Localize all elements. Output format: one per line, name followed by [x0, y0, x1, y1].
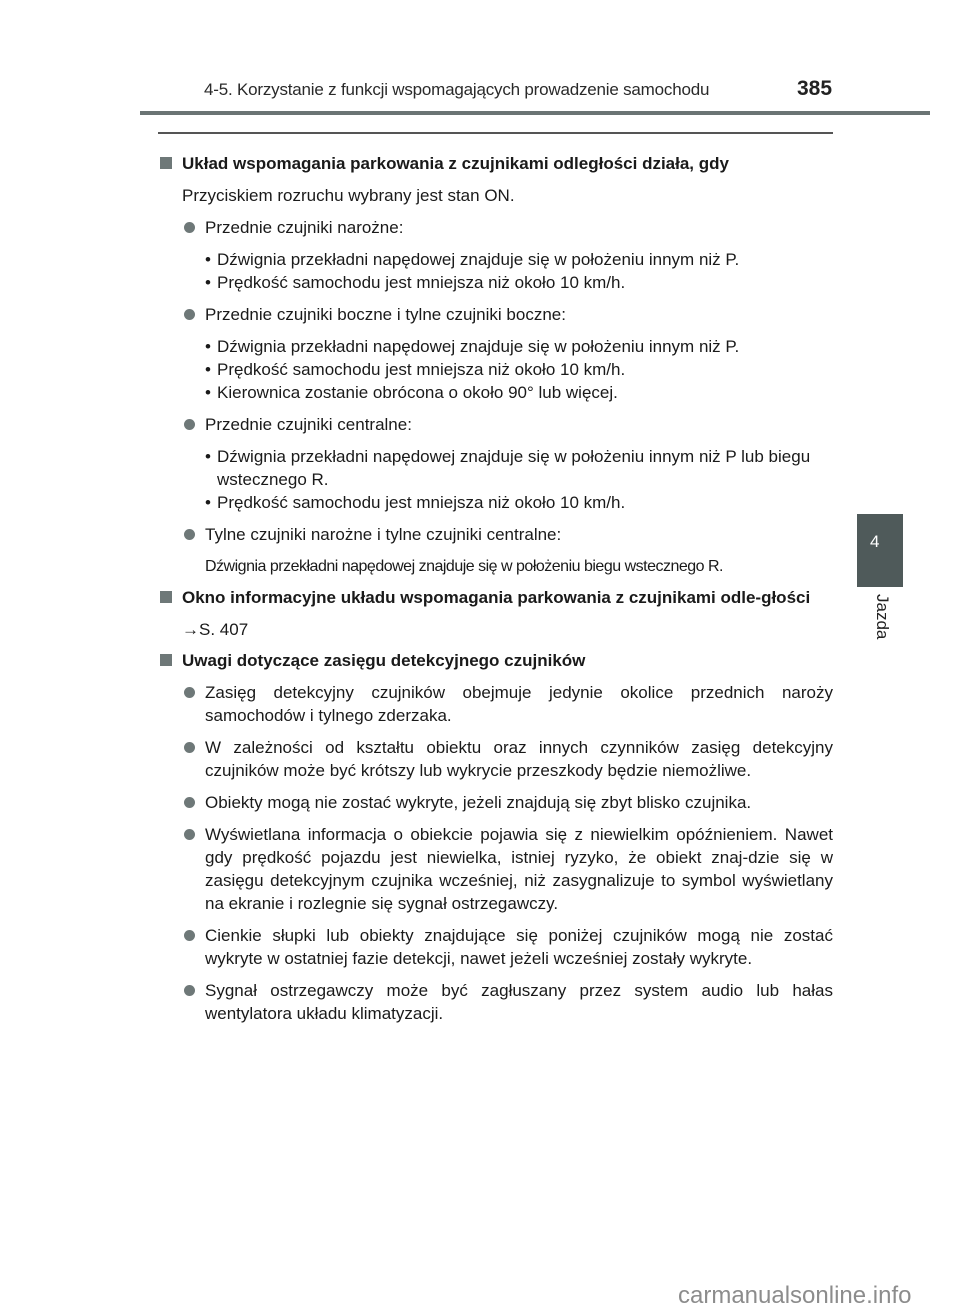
section-heading: Układ wspomagania parkowania z czujnikami odległości działa, gdy — [158, 152, 833, 175]
list-item: • Kierownica zostanie obrócona o około 90° lub więcej. — [205, 381, 833, 404]
page-content — [158, 144, 833, 1025]
condition-list — [158, 445, 833, 514]
page-number: 385 — [797, 77, 833, 100]
chapter-label: Jazda — [873, 594, 892, 640]
condition-note: Dźwignia przekładni napędowej znajduje się w położeniu biegu wstecznego R. — [205, 558, 723, 575]
watermark: carmanualsonline.info — [678, 1282, 912, 1309]
list-item: • Prędkość samochodu jest mniejsza niż około 10 km/h. — [205, 491, 833, 514]
section-divider — [158, 132, 833, 134]
list-item: Cienkie słupki lub obiekty znajdujące się poniżej czujników mogą nie zostać wykryte w ostatniej fazie detekcji, nawet jeżeli wcześniej zostały wykryte. — [158, 924, 833, 970]
list-item: Sygnał ostrzegawczy może być zagłuszany przez system audio lub hałas wentylatora układu klimatyzacji. — [158, 979, 833, 1025]
list-item: • Dźwignia przekładni napędowej znajduje się w położeniu innym niż P. — [205, 248, 833, 271]
list-item: • Dźwignia przekładni napędowej znajduje się w położeniu innym niż P lub biegu wstecznego R. — [205, 445, 833, 491]
list-item: • Prędkość samochodu jest mniejsza niż około 10 km/h. — [205, 358, 833, 381]
list-item: Zasięg detekcyjny czujników obejmuje jedynie okolice przednich naroży samochodów i tylnego zderzaka. — [158, 681, 833, 727]
group-title: Przednie czujniki boczne i tylne czujniki boczne: — [158, 303, 833, 326]
chapter-number: 4 — [870, 532, 880, 551]
group-title: Tylne czujniki narożne i tylne czujniki centralne: — [158, 523, 833, 546]
group-title: Przednie czujniki centralne: — [158, 413, 833, 436]
list-item: • Prędkość samochodu jest mniejsza niż około 10 km/h. — [205, 271, 833, 294]
header-divider — [140, 111, 930, 115]
section-heading: Uwagi dotyczące zasięgu detekcyjnego czujników — [158, 649, 833, 672]
page-reference-link[interactable]: →S. 407 — [182, 620, 249, 639]
list-item: W zależności od kształtu obiektu oraz innych czynników zasięg detekcyjny czujników może być krótszy lub wykrycie przeszkody będzie niemożliwe. — [158, 736, 833, 782]
list-item: • Dźwignia przekładni napędowej znajduje się w położeniu innym niż P. — [205, 335, 833, 358]
section-heading: Okno informacyjne układu wspomagania parkowania z czujnikami odle-głości — [158, 586, 833, 609]
intro-text: Przyciskiem rozruchu wybrany jest stan ON. — [182, 186, 515, 205]
chapter-tab[interactable] — [857, 514, 903, 587]
condition-list — [158, 248, 833, 294]
list-item: Wyświetlana informacja o obiekcie pojawia się z niewielkim opóźnieniem. Nawet gdy prędkość pojazdu jest niewielka, istniej ryzyko, że obiekt znaj-dzie się w zasięgu detekcyjnym czujnika wcześniej, niż zasygnalizuje to symbol wyświetlany na ekranie i rozlegnie się sygnał ostrzegawczy. — [158, 823, 833, 915]
list-item: Obiekty mogą nie zostać wykryte, jeżeli znajdują się zbyt blisko czujnika. — [158, 791, 833, 814]
running-header-title: 4-5. Korzystanie z funkcji wspomagających prowadzenie samochodu — [204, 80, 710, 99]
condition-list — [158, 335, 833, 404]
group-title: Przednie czujniki narożne: — [158, 216, 833, 239]
